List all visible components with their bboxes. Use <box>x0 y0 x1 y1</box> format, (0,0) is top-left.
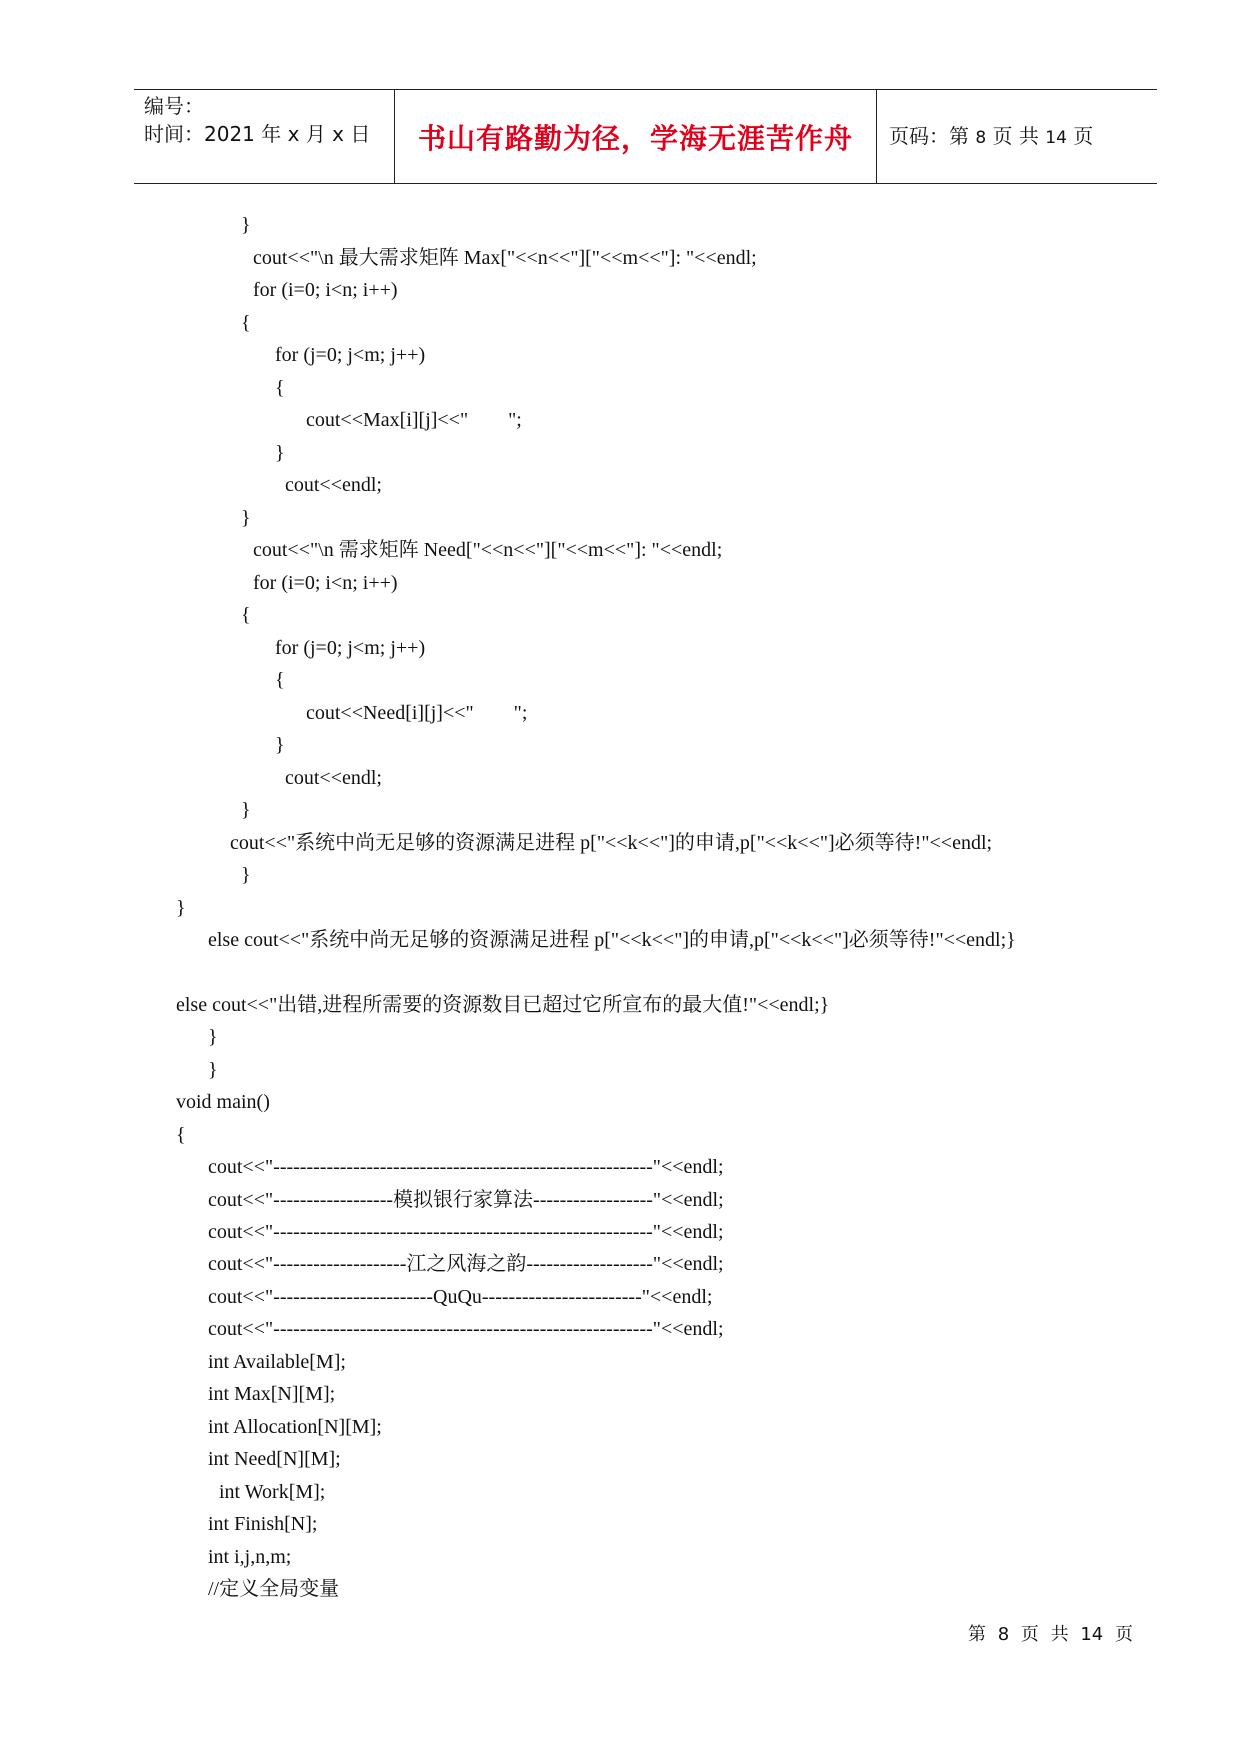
page-header <box>134 89 1157 184</box>
code-line: cout<<"---------------------------------------------------------"<<endl; <box>208 1221 724 1243</box>
page-mid: 页 共 <box>992 124 1039 148</box>
code-line: cout<<Need[i][j]<<" "; <box>306 702 528 724</box>
code-line: void main() <box>176 1091 270 1113</box>
code-line: for (j=0; j<m; j++) <box>275 344 426 366</box>
code-line: cout<<"------------------------QuQu------------------------"<<endl; <box>208 1286 713 1308</box>
code-line: } <box>275 442 285 464</box>
code-line: cout<<endl; <box>285 767 382 789</box>
code-line: { <box>176 1124 186 1146</box>
code-line: { <box>275 669 285 691</box>
code-line: cout<<Max[i][j]<<" "; <box>306 409 522 431</box>
code-line: } <box>241 214 251 236</box>
header-meta <box>134 90 394 183</box>
code-line: int Work[M]; <box>219 1481 326 1503</box>
code-line: cout<<"--------------------江之风海之韵-------------------"<<endl; <box>208 1253 724 1275</box>
code-line: } <box>208 1026 218 1048</box>
code-line: } <box>241 864 251 886</box>
code-line: { <box>241 604 251 626</box>
code-line: int Allocation[N][M]; <box>208 1416 382 1438</box>
code-line: else cout<<"系统中尚无足够的资源满足进程 p["<<k<<"]的申请,p["<<k<<"]必须等待!"<<endl;} <box>208 929 1016 951</box>
code-line: } <box>241 507 251 529</box>
code-line: cout<<"---------------------------------------------------------"<<endl; <box>208 1156 724 1178</box>
code-line: cout<<"\n 最大需求矩阵 Max["<<n<<"]["<<m<<"]: "<<endl; <box>253 247 757 269</box>
serial-label: 编号： <box>144 94 204 118</box>
page-suffix: 页 <box>1073 124 1094 148</box>
code-line: //定义全局变量 <box>208 1578 340 1600</box>
code-line: for (i=0; i<n; i++) <box>253 572 398 594</box>
code-line: { <box>275 377 285 399</box>
code-line: cout<<"系统中尚无足够的资源满足进程 p["<<k<<"]的申请,p["<<k<<"]必须等待!"<<endl; <box>230 832 993 854</box>
code-line: cout<<endl; <box>285 474 382 496</box>
page-number: 8 <box>975 128 987 148</box>
motto: 书山有路勤为径，学海无涯苦作舟 <box>417 122 853 155</box>
code-line: cout<<"\n 需求矩阵 Need["<<n<<"]["<<m<<"]: "<<endl; <box>253 539 723 561</box>
date-label: 时间：2021 年 x 月 x 日 <box>144 122 371 146</box>
page-footer: 第 8 页 共 14 页 <box>968 1624 1133 1645</box>
code-line: } <box>208 1059 218 1081</box>
header-page-info <box>877 90 1157 183</box>
code-line: for (j=0; j<m; j++) <box>275 637 426 659</box>
code-line: int Max[N][M]; <box>208 1383 336 1405</box>
code-line: } <box>275 734 285 756</box>
code-line: } <box>176 897 186 919</box>
code-line: cout<<"---------------------------------------------------------"<<endl; <box>208 1318 724 1340</box>
code-line: int Need[N][M]; <box>208 1448 341 1470</box>
code-line: for (i=0; i<n; i++) <box>253 279 398 301</box>
header-motto-cell <box>394 90 877 183</box>
code-line: else cout<<"出错,进程所需要的资源数目已超过它所宣布的最大值!"<<endl;} <box>176 994 830 1016</box>
page-total: 14 <box>1045 128 1067 148</box>
code-line: int Available[M]; <box>208 1351 346 1373</box>
code-line: { <box>241 312 251 334</box>
code-line: cout<<"------------------模拟银行家算法------------------"<<endl; <box>208 1189 724 1211</box>
code-line: } <box>241 799 251 821</box>
page-prefix: 页码：第 <box>889 124 969 148</box>
code-line: int i,j,n,m; <box>208 1546 292 1568</box>
code-line: int Finish[N]; <box>208 1513 318 1535</box>
